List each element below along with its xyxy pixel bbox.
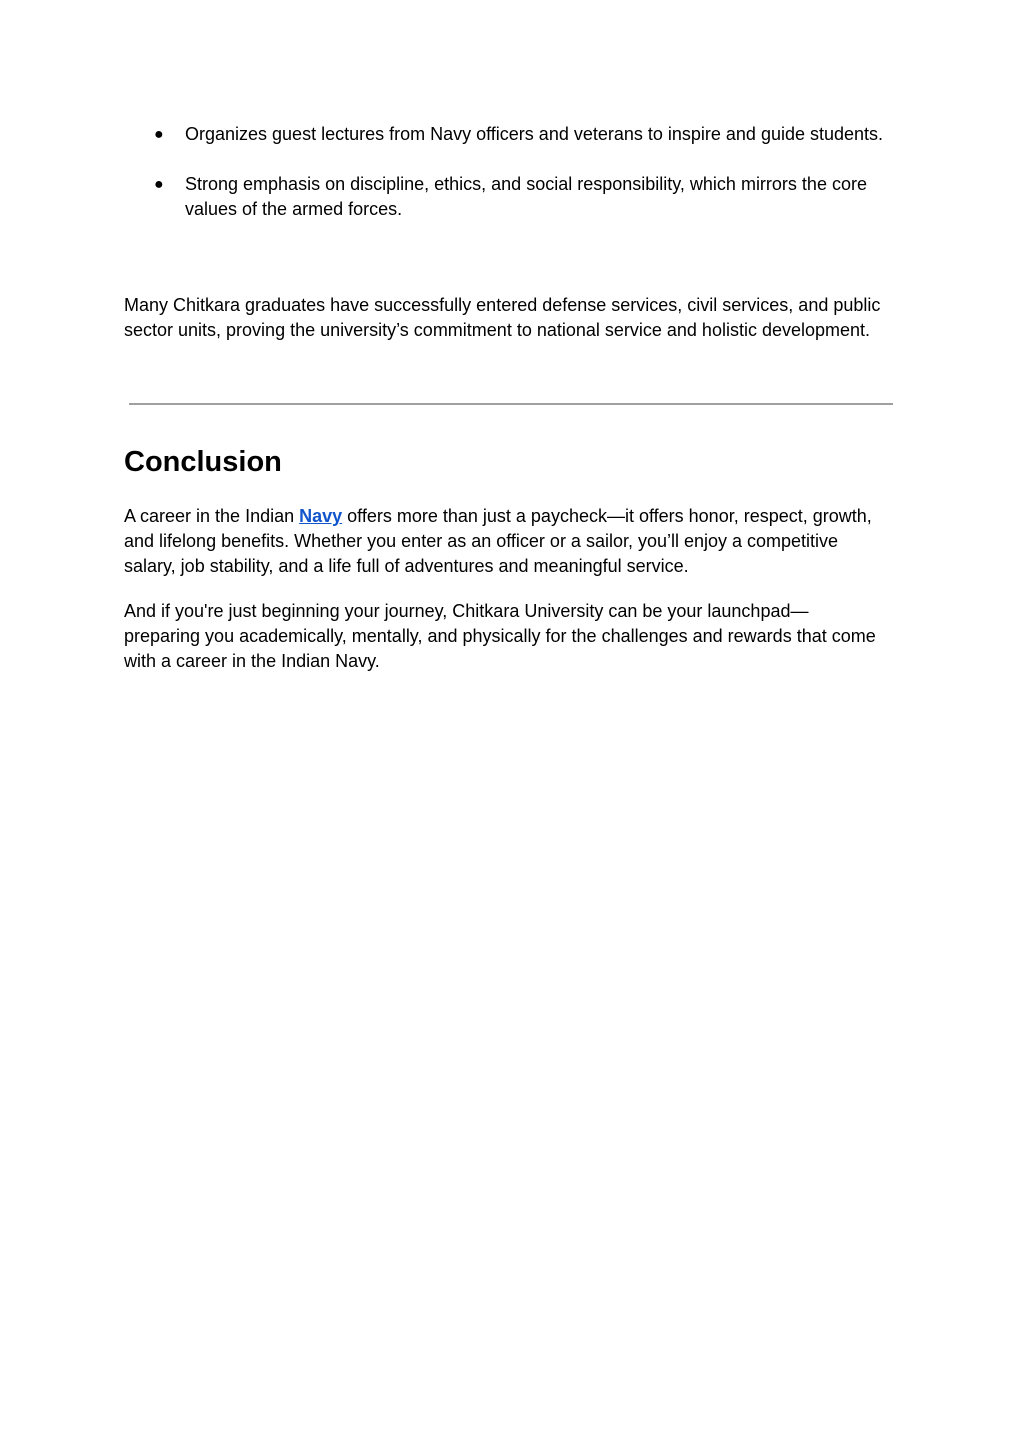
paragraph-text-after-link: offers more than just a paycheck—it offers honor, respect, growth, and lifelong benefits. Whether you enter as an officer or a sailor, you’ll enjoy a competitive salary, job stability, and a life full of adventures and meaningful service. [124, 506, 872, 576]
navy-link[interactable]: Navy [299, 506, 343, 526]
paragraph-text-before-link: A career in the Indian [124, 506, 300, 526]
conclusion-paragraph-1 [124, 504, 884, 579]
list-item-text: Strong emphasis on discipline, ethics, and social responsibility, which mirrors the core values of the armed forces. [185, 174, 867, 219]
graduates-paragraph: Many Chitkara graduates have successfully entered defense services, civil services, and public sector units, proving the university’s commitment to national service and holistic development. [124, 295, 881, 340]
list-item-text: Organizes guest lectures from Navy officers and veterans to inspire and guide students. [185, 124, 884, 144]
section-heading: Conclusion [124, 446, 282, 478]
bullet-list [124, 122, 884, 247]
list-item [124, 122, 884, 147]
list-item [124, 172, 884, 222]
bullet-icon: ● [154, 176, 164, 193]
horizontal-divider [129, 403, 893, 405]
conclusion-paragraph-2: And if you're just beginning your journey, Chitkara University can be your launchpad—preparing you academically, mentally, and physically for the challenges and rewards that come with a career in the Indian Navy. [124, 601, 876, 671]
bullet-icon: ● [154, 126, 164, 143]
